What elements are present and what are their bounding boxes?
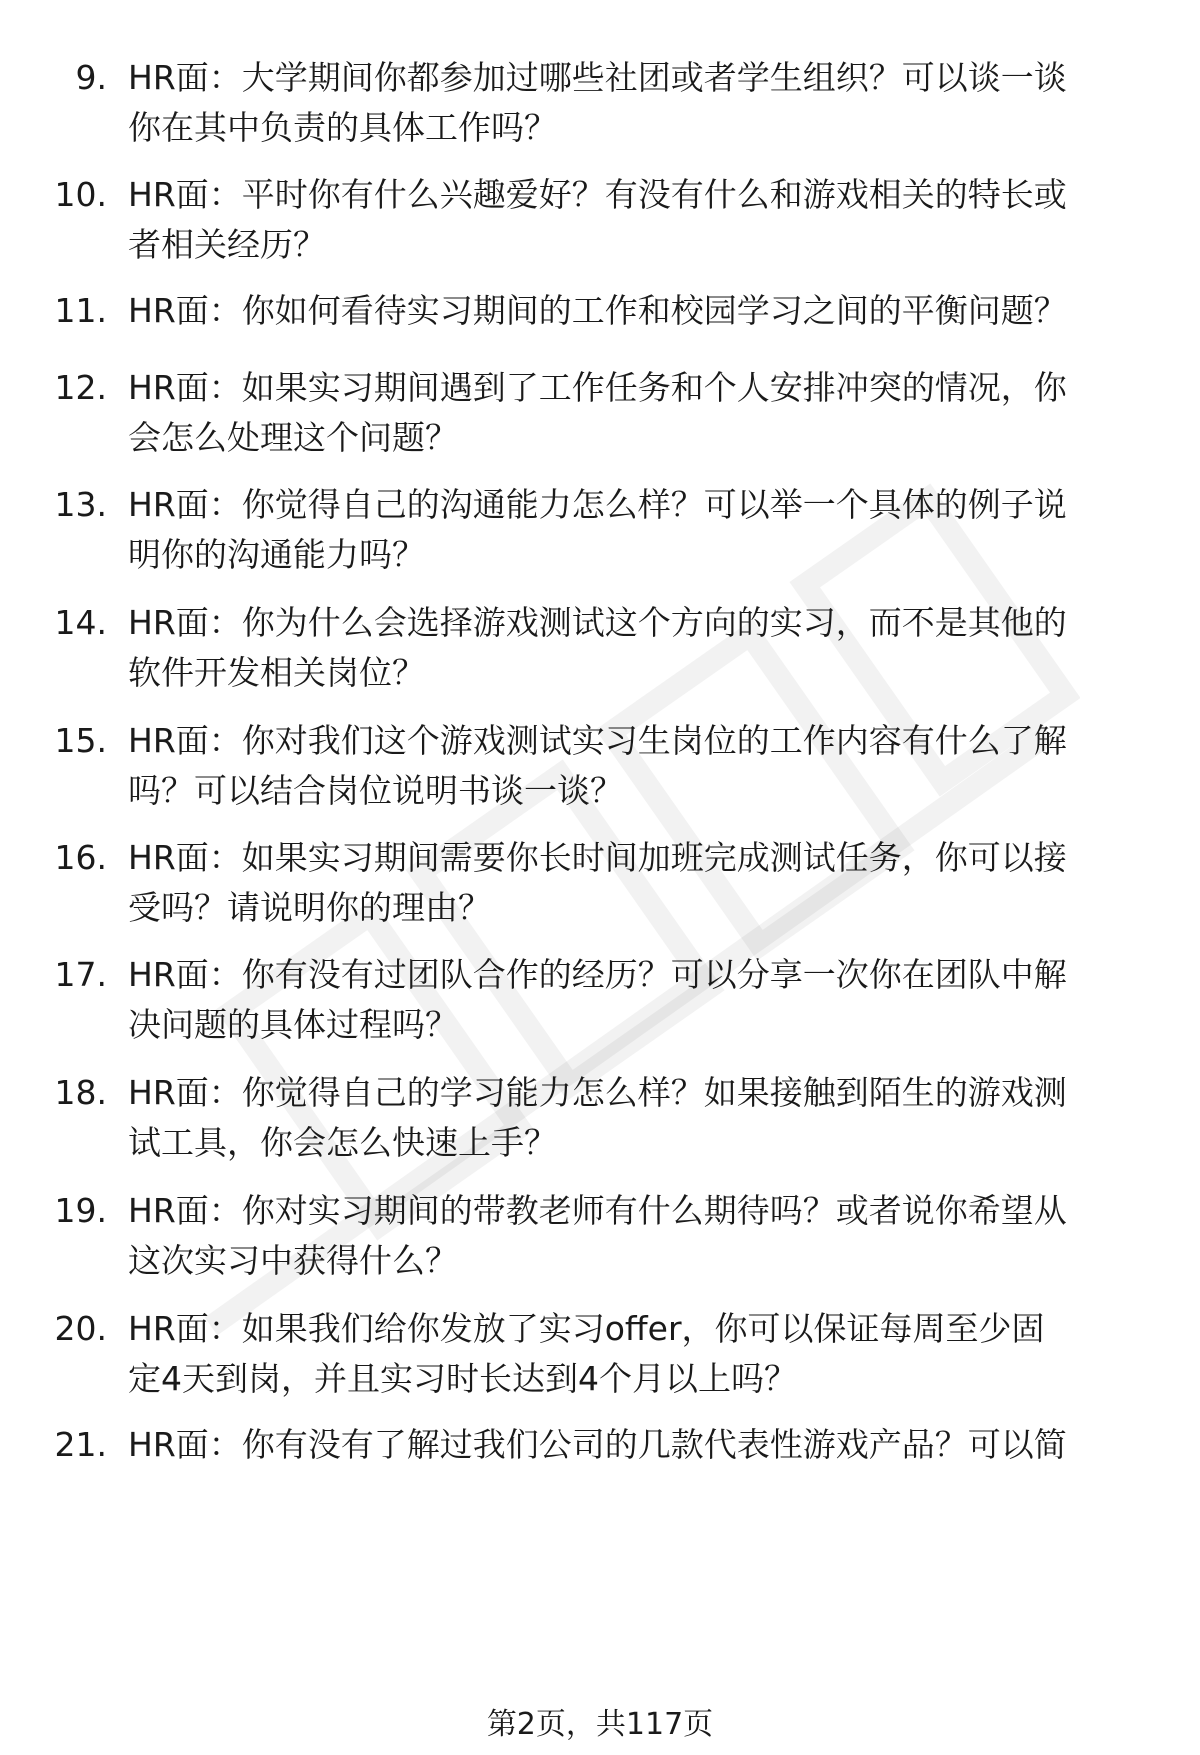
question-line: 这次实习中获得什么？: [128, 1241, 458, 1280]
question-text: [128, 1420, 1158, 1470]
question-text: [128, 363, 1158, 463]
question-line: HR面：你为什么会选择游戏测试这个方向的实习，而不是其他的: [128, 603, 1067, 642]
question-line: HR面：你对实习期间的带教老师有什么期待吗？或者说你希望从: [128, 1191, 1067, 1230]
question-line: 会怎么处理这个问题？: [128, 418, 458, 457]
question-line: HR面：你对我们这个游戏测试实习生岗位的工作内容有什么了解: [128, 721, 1067, 760]
question-line: 定4天到岗，并且实习时长达到4个月以上吗？: [128, 1359, 797, 1398]
question-line: 者相关经历？: [128, 225, 326, 264]
question-number: 16.: [54, 838, 107, 877]
question-line: HR面：如果实习期间需要你长时间加班完成测试任务，你可以接: [128, 838, 1067, 877]
question-number: 15.: [54, 721, 107, 760]
question-text: [128, 1186, 1158, 1286]
question-number: 12.: [54, 368, 107, 407]
question-line: HR面：平时你有什么兴趣爱好？有没有什么和游戏相关的特长或: [128, 175, 1067, 214]
question-line: HR面：你有没有了解过我们公司的几款代表性游戏产品？可以简: [128, 1425, 1067, 1464]
question-number: 14.: [54, 603, 107, 642]
question-number: 13.: [54, 485, 107, 524]
question-number: 11.: [54, 291, 107, 330]
question-line: HR面：你觉得自己的学习能力怎么样？如果接触到陌生的游戏测: [128, 1073, 1067, 1112]
question-line: HR面：你如何看待实习期间的工作和校园学习之间的平衡问题？: [128, 291, 1067, 330]
question-text: [128, 480, 1158, 580]
question-line: 软件开发相关岗位？: [128, 653, 425, 692]
question-text: [128, 1068, 1158, 1168]
question-line: 吗？可以结合岗位说明书谈一谈？: [128, 771, 623, 810]
question-text: [128, 716, 1158, 816]
question-text: [128, 950, 1158, 1050]
question-number: 10.: [54, 175, 107, 214]
question-text: [128, 833, 1158, 933]
question-number: 19.: [54, 1191, 107, 1230]
question-number: 20.: [54, 1309, 107, 1348]
question-line: HR面：如果实习期间遇到了工作任务和个人安排冲突的情况，你: [128, 368, 1067, 407]
question-line: HR面：你觉得自己的沟通能力怎么样？可以举一个具体的例子说: [128, 485, 1067, 524]
question-text: [128, 53, 1158, 153]
page-number: 第2页，共117页: [486, 1707, 714, 1742]
question-number: 9.: [75, 58, 107, 97]
question-number: 17.: [54, 955, 107, 994]
question-text: [128, 1304, 1158, 1404]
question-line: 明你的沟通能力吗？: [128, 535, 425, 574]
question-line: HR面：大学期间你都参加过哪些社团或者学生组织？可以谈一谈: [128, 58, 1067, 97]
question-number: 18.: [54, 1073, 107, 1112]
question-line: 你在其中负责的具体工作吗？: [128, 108, 557, 147]
question-line: HR面：你有没有过团队合作的经历？可以分享一次你在团队中解: [128, 955, 1067, 994]
question-line: 试工具，你会怎么快速上手？: [128, 1123, 557, 1162]
question-line: 决问题的具体过程吗？: [128, 1005, 458, 1044]
question-text: [128, 598, 1158, 698]
question-number: 21.: [54, 1425, 107, 1464]
question-line: 受吗？请说明你的理由？: [128, 888, 491, 927]
question-text: [128, 170, 1158, 270]
question-line: HR面：如果我们给你发放了实习offer，你可以保证每周至少固: [128, 1309, 1045, 1348]
question-text: [128, 286, 1158, 336]
